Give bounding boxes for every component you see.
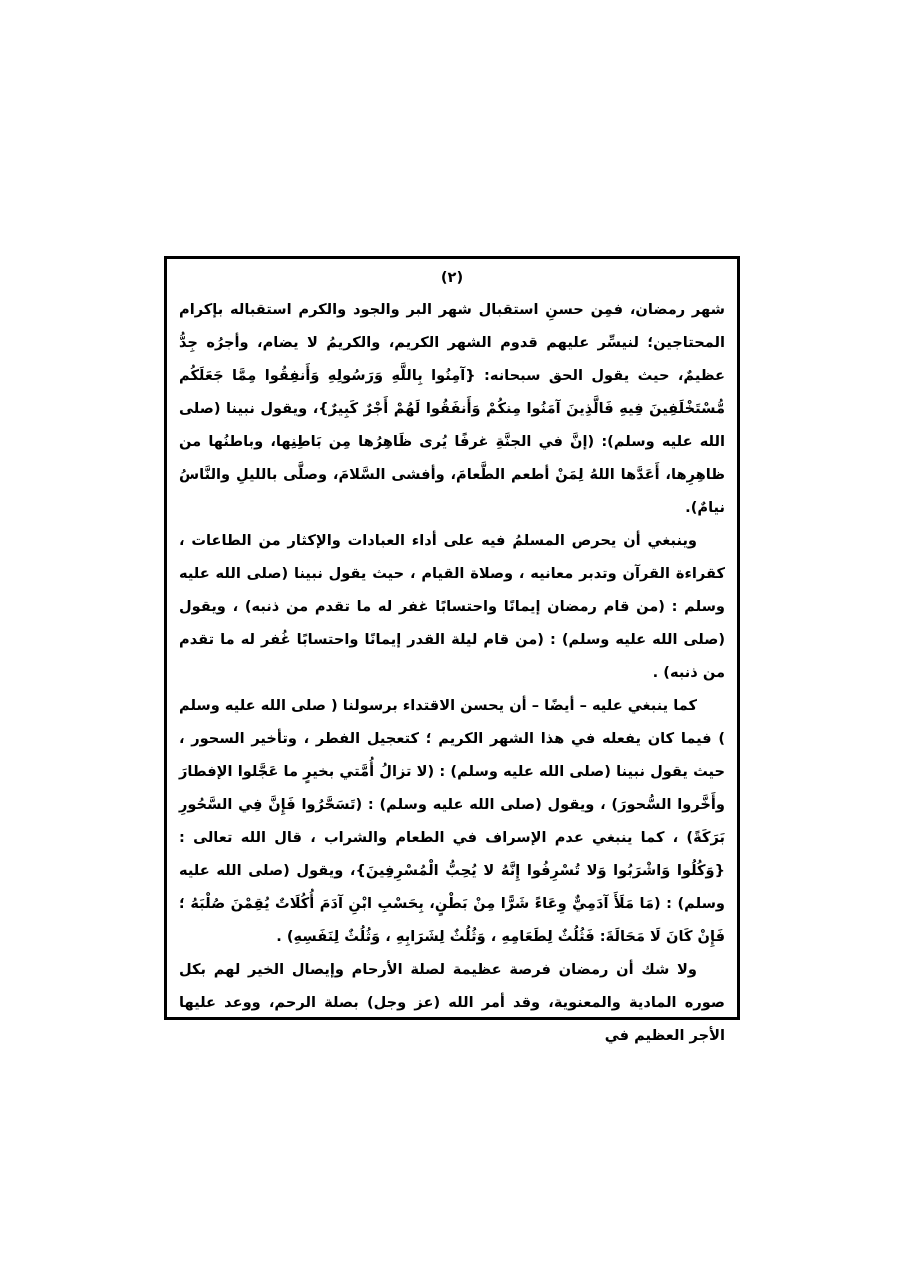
page-number: (٢) <box>440 269 464 286</box>
page-frame <box>164 256 740 1044</box>
paragraph-2: وينبغي أن يحرص المسلمُ فيه على أداء العبادات والإكثار من الطاعات ، كقراءة القرآن وتدبر معانيه ، وصلاة القيام ، حيث يقول نبينا (صلى الله عليه وسلم : (من قام رمضان إيمانًا واحتسابًا غفر له ما تقدم من ذنبه) ، ويقول (صلى الله عليه وسلم) : (من قام ليلة القدر إيمانًا واحتسابًا غُفر له ما تقدم من ذنبه) . <box>179 532 725 681</box>
paragraph-3: كما ينبغي عليه – أيضًا – أن يحسن الاقتداء برسولنا ( صلى الله عليه وسلم ) فيما كان يفعله في هذا الشهر الكريم ؛ كتعجيل الفطر ، وتأخير السحور ، حيث يقول نبينا (صلى الله عليه وسلم) : (لا تزالُ أُمَّتي بخيرٍ ما عَجَّلوا الإفطارَ وأَخَّروا السُّحورَ) ، ويقول (صلى الله عليه وسلم) : (تَسَحَّرُوا فَإِنَّ فِي السَّحُورِ بَرَكَةً) ، كما ينبغي عدم الإسراف في الطعام والشراب ، قال الله تعالى : {وَكُلُوا وَاشْرَبُوا وَلا تُسْرِفُوا إِنَّهُ لا يُحِبُّ الْمُسْرِفِينَ}، ويقول (صلى الله عليه وسلم) : (مَا مَلَأَ آدَمِيٌّ وِعَاءً شَرًّا مِنْ بَطْنٍ، بِحَسْبِ ابْنِ آدَمَ أُكُلَاتٌ يُقِمْنَ صُلْبَهُ ؛ فَإِنْ كَانَ لَا مَحَالَةَ: فَثُلُثٌ لِطَعَامِهِ ، وَثُلُثٌ لِشَرَابِهِ ، وَثُلُثٌ لِنَفَسِهِ) . <box>179 697 725 945</box>
paragraph-1: شهر رمضان، فمِن حسنِ استقبال شهر البر والجود والكرم استقباله بإكرام المحتاجين؛ لنيسِّر عليهم قدوم الشهر الكريم، والكريمُ لا يضام، وأجرُه جِدُّ عظيمٌ، حيث يقول الحق سبحانه: {آمِنُوا بِاللَّهِ وَرَسُولِهِ وَأَنفِقُوا مِمَّا جَعَلَكُم مُّسْتَخْلَفِينَ فِيهِ فَالَّذِينَ آمَنُوا مِنكُمْ وَأَنفَقُوا لَهُمْ أَجْرٌ كَبِيرٌ}، ويقول نبينا (صلى الله عليه وسلم): (إنَّ في الجنَّةِ غرفًا يُرى ظَاهِرُها مِن بَاطِنِها، وباطنُها من ظاهِرِها، أَعَدَّها اللهُ لِمَنْ أطعم الطَّعامَ، وأفشى السَّلامَ، وصلَّى بالليلِ والنَّاسُ نيامٌ). <box>179 301 725 516</box>
paragraph-4: ولا شك أن رمضان فرصة عظيمة لصلة الأرحام وإيصال الخير لهم بكل صوره المادية والمعنوية، وقد أمر الله (عز وجل) بصلة الرحم، ووعد عليها الأجر العظيم في <box>179 961 725 1044</box>
